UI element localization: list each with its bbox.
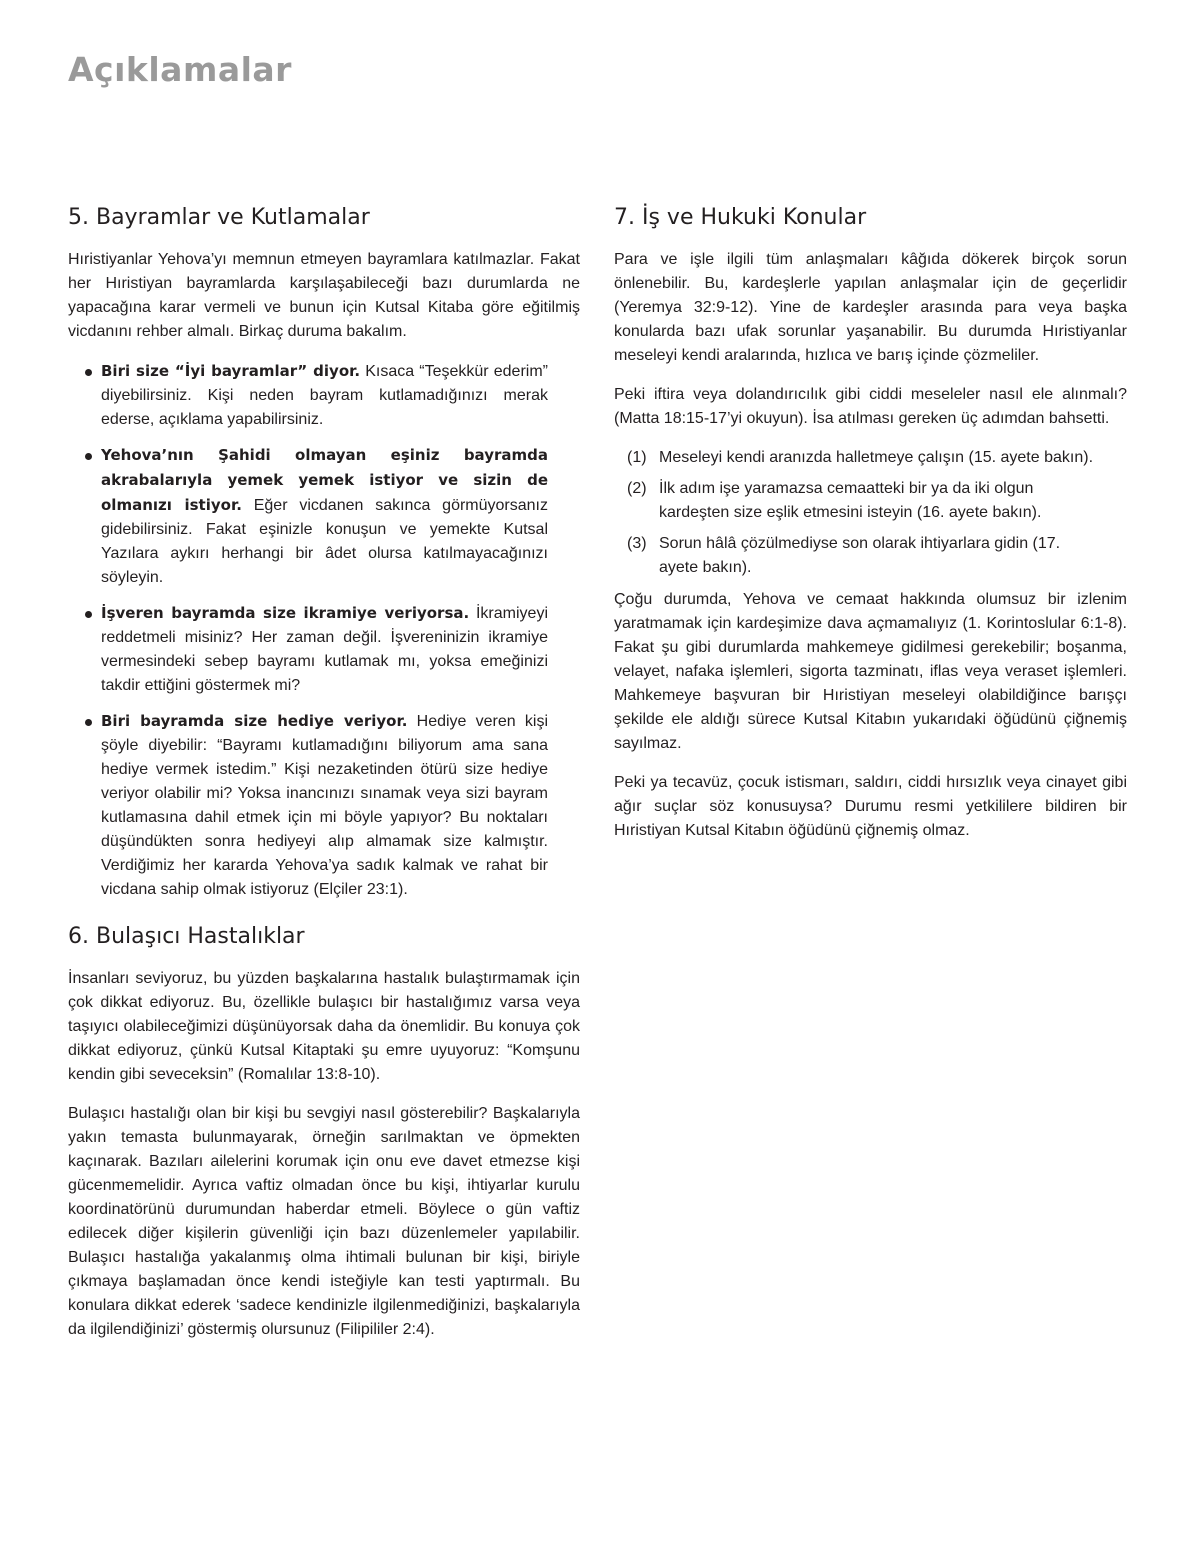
step-text: Sorun hâlâ çözülmediyse son olarak ihtiyarlara gidin (17. ayete bakın). — [659, 535, 1061, 576]
bullet-item — [68, 443, 580, 590]
section-business-legal — [614, 203, 1127, 843]
bullet-text: İkramiyeyi reddetmeli misiniz? Her zaman değil. İşvereninizin ikramiye vermesindeki sebep bayramı kutlamak mı, yoksa emeğinizi takdir ettiğini göstermek mi? — [101, 605, 548, 694]
bullet-icon — [85, 369, 92, 376]
step-text: İlk adım işe yaramazsa cemaatteki bir ya da iki olgun kardeşten size eşlik etmesini isteyin (16. ayete bakın). — [659, 480, 1042, 521]
bullet-lead: Yehova’nın Şahidi olmayan eşiniz bayramda akrabalarıyla yemek yemek istiyor ve sizin de olmanızı istiyor. — [101, 446, 548, 514]
paragraph: Peki ya tecavüz, çocuk istismarı, saldırı, ciddi hırsızlık veya cinayet gibi ağır suçlar söz konusuysa? Durumu resmi yetkililere bildiren bir Hıristiyan Kutsal Kitabın öğüdünü çiğnemiş olmaz. — [614, 774, 1127, 839]
numbered-steps — [614, 446, 1127, 580]
bullet-item — [68, 601, 580, 698]
bullet-item — [68, 359, 580, 432]
bullet-text: Eğer vicdanen sakınca görmüyorsanız gidebilirsiniz. Fakat eşinizle konuşun ve yemekte Kutsal Yazılara aykırı herhangi bir âdet olursa katılmayacağınızı söyleyin. — [101, 497, 548, 586]
bullet-text: Kısaca “Teşekkür ederim” diyebilirsiniz. Kişi neden bayram kutlamadığınızı merak ederse, açıklama yapabilirsiniz. — [101, 363, 548, 428]
bullet-lead: Biri bayramda size hediye veriyor. — [101, 712, 408, 730]
step-number: (2) — [627, 480, 647, 497]
section-holidays — [68, 203, 580, 902]
paragraph: Peki iftira veya dolandırıcılık gibi ciddi meseleler nasıl ele alınmalı? (Matta 18:15-17’yi okuyun). İsa atılması gereken üç adımdan bahsetti. — [614, 386, 1127, 427]
paragraph: Çoğu durumda, Yehova ve cemaat hakkında olumsuz bir izlenim yaratmamak için kardeşimize dava açmamalıyız (1. Korintoslular 6:1-8). Fakat şu gibi durumlarda mahkemeye gidilmesi gerekebilir; boşanma, velayet, nafaka işlemleri, sigorta tazminatı, iflas veya veraset işlemleri. Mahkemeye başvuran bir Hıristiyan meseleyi olabildiğince barışçı şekilde ele aldığı sürece Kutsal Kitabın yukarıdaki öğüdünü çiğnemiş sayılmaz. — [614, 591, 1127, 752]
left-column — [68, 203, 580, 1357]
section-contagious-diseases — [68, 922, 580, 1342]
right-column — [614, 203, 1127, 858]
section-heading: 6. Bulaşıcı Hastalıklar — [68, 924, 305, 949]
step-text: Meseleyi kendi aranızda halletmeye çalışın (15. ayete bakın). — [659, 449, 1094, 466]
bullet-lead: Biri size “İyi bayramlar” diyor. — [101, 362, 361, 380]
section-heading: 5. Bayramlar ve Kutlamalar — [68, 205, 370, 230]
step-item — [614, 477, 1127, 525]
bullet-lead: İşveren bayramda size ikramiye veriyorsa. — [101, 604, 470, 622]
paragraph: İnsanları seviyoruz, bu yüzden başkalarına hastalık bulaştırmamak için çok dikkat ediyoruz. Bu, özellikle bulaşıcı bir hastalığımız varsa veya taşıyıcı olabileceğimizi düşünüyorsak daha da önemlidir. Bu konuya çok dikkat ediyoruz, çünkü Kutsal Kitaptaki şu emre uyuyoruz: “Komşunu kendin gibi seveceksin” (Romalılar 13:8-10). — [68, 970, 580, 1083]
bullet-icon — [85, 611, 92, 618]
step-item — [614, 532, 1127, 580]
bullet-icon — [85, 719, 92, 726]
step-item — [614, 446, 1127, 470]
section-intro: Hıristiyanlar Yehova’yı memnun etmeyen bayramlara katılmazlar. Fakat her Hıristiyan bayramlarda karşılaşabileceği bazı durumlarda ne yapacağına karar vermeli ve bunun için Kutsal Kitaba göre eğitilmiş vicdanını rehber almalı. Birkaç duruma bakalım. — [68, 251, 580, 340]
bullet-text: Hediye veren kişi şöyle diyebilir: “Bayramı kutlamadığını biliyorum ama sana hediye vermek istedim.” Kişi nezaketinden ötürü size hediye veriyor olabilir mi? Yoksa inancınızı sınamak veya sizi bayram kutlamasına dahil etmek için mi böyle yapıyor? Bu noktaları düşündükten sonra hediyeyi alıp almamak size kalmıştır. Verdiğimiz her kararda Yehova’ya sadık kalmak ve rahat bir vicdana sahip olmak istiyoruz (Elçiler 23:1). — [101, 713, 549, 898]
bullet-list — [68, 359, 580, 902]
page-title: Açıklamalar — [68, 50, 292, 89]
bullet-item — [68, 709, 580, 902]
paragraph: Bulaşıcı hastalığı olan bir kişi bu sevgiyi nasıl gösterebilir? Başkalarıyla yakın temasta bulunmayarak, örneğin sarılmaktan ve öpmekten kaçınarak. Bazıları ailelerini korumak için onu eve davet etmezse kişi gücenmemelidir. Ayrıca vaftiz olmadan önce bu kişi, ihtiyarlar kurulu koordinatörünü durumundan haberdar etmeli. Böylece o gün vaftiz edilecek diğer kişilerin güvenliği için bazı düzenlemeler yapılabilir. Bulaşıcı hastalığa yakalanmış olma ihtimali bulunan bir kişi, biriyle çıkmaya başlamadan önce kendi isteğiyle kan testi yaptırmalı. Bu konulara dikkat ederek ‘sadece kendinizle ilgilenmediğinizi, başkalarıyla da ilgilendiğinizi’ göstermiş olursunuz (Filipililer 2:4). — [68, 1105, 580, 1338]
step-number: (3) — [627, 535, 647, 552]
step-number: (1) — [627, 449, 647, 466]
paragraph: Para ve işle ilgili tüm anlaşmaları kâğıda dökerek birçok sorun önlenebilir. Bu, kardeşlerle yapılan anlaşmalar için de geçerlidir (Yeremya 32:9-12). Yine de kardeşler arasında para veya başka konularda bazı ufak sorunlar yaşanabilir. Bu durumda Hıristiyanlar meseleyi kendi aralarında, hızlıca ve barış içinde çözmeliler. — [614, 251, 1127, 364]
section-heading: 7. İş ve Hukuki Konular — [614, 205, 867, 230]
bullet-icon — [85, 453, 92, 460]
